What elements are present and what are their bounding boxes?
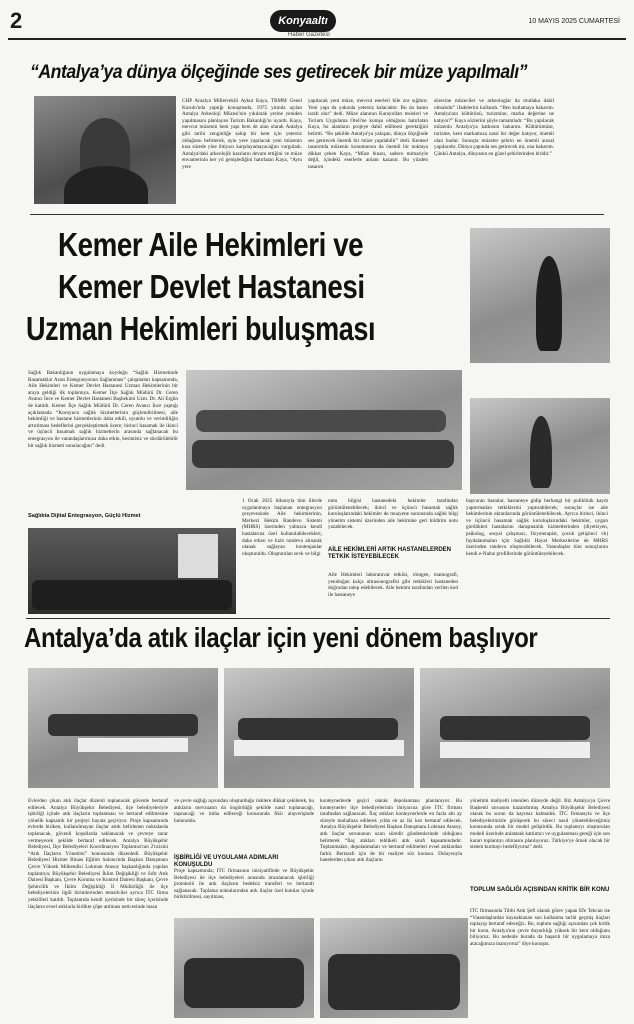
article3-col4: yönetimi maliyetli istenilen düzeyde değil. Biz Antalya'ya Çevre Başkenti unvanını kazandırmış Antalya Büyükşehir Belediyesi olarak bu sorun da kayıtsız kalmadık. İTC firmasıyla ve ilçe belediyelerimizle görüşerek bu süreci nasıl yönetebileceğimiz konusunda ortak bir model geliştirdik. Bu toplantıyı oluşturulan modeli üzerinde anlatarak katılımcı ve uygulanması gereği için son kararı toplantıyı olmasını planlıyoruz. Türkiye'ye örnek olacak bir sistem kurmayı hedefliyoruz” dedi. bbox=[470, 798, 610, 851]
article3-photo-4 bbox=[174, 918, 314, 1018]
article1-col2: yapılacak yeni müze, mevcut eserleri bile zor sığdırır. Yeni yapı da yakında yetersiz kalacaktır. Bu da kamu israfı olur” dedi. Müze alanının Karayolları tesisleri ve Torium Uygulama Oteli'ne komşu olduğunu hatırlatan Kaya, bu alanların projeye dahil edilmesi gerektiğini belirtti. “Bu şekilde Antalya'ya yakışan, dünya ölçeğinde ses getirecek önemli bir müze yapılabilir” dedi. Kentsel tasarımda müzenin konumunun da önemli bir noktaya dikkat çeken Kaya, “Müze binası, sadece mimariyle değil, içindeki eserlerle anlam kazanır. Bu yüzden tasarım bbox=[308, 98, 428, 170]
photo-person-body bbox=[64, 166, 148, 204]
article2-photo-audience bbox=[186, 370, 462, 490]
article2-col3-subhead: AİLE HEKİMLERİ ARTIK HASTANELERDEN TETKİK İSTEYEBİLECEK bbox=[328, 547, 451, 560]
photo-audience-row2 bbox=[192, 440, 454, 468]
article2-col2: 1 Ocak 2025 itibarıyla tüm illerde uygulanmaya başlanan entegrasyon çerçevesinde Aile hekimlerinin, Merkezi Hekim Randevu Sistemi (MHRS) üzerinden yalnızca kendi hastalarına özel kullanılabilecekleri, daha erken ve hızlı randevu alınarak olanak sağlayan kontenjanlar oluşturuldu. Oluşturulan sevk ve bilgi bbox=[242, 498, 322, 557]
article2-col3b: Aile Hekimleri laboratuvar tetkiki, röntgen, mamografi, yenidoğan kalça ultrasonografisi gibi tetkikleri hastaneden doğrudan talep edebilecek. Aile hekimi tarafından verilen kod ile hastaneye bbox=[328, 572, 458, 598]
article1-photo bbox=[34, 96, 176, 204]
article3-col3: konteynerlerde geçici olarak depolanması planlanıyor. Bu konteynerler ilçe belediyelerinin ihtiyacına göre İTC firması tarafından sağlanacak. İlaç atıkları konteynerlerde en fazla altı ay süreyle muhafaza edilerek yılda en az iki kez bertaraf edilecek. Antalya Büyükşehir Belediyesi Başkan Danışmanı Lokman Atasoy, atık ilaçlar sorununun uzun süredir gündemlerinde olduğunu belirterek “İlaç atıkları tehlikeli atık sınıfı kapsamındadır. Toplanmaları, depolanmaları ve bertaraf edilmeleri evsel atıklardan farklı. Bertarafı için de bir maliyet söz konusu. Dolayısıyla hanelerden çıkan atık ilaçların bbox=[320, 798, 462, 864]
article3-col2-subhead: İŞBİRLİĞİ VE UYGULAMA ADIMLARI KONUŞULDU bbox=[174, 855, 279, 868]
article3-headline: Antalya’da atık ilaçlar için yeni dönem başlıyor bbox=[24, 622, 538, 653]
article1-col3: sürecine müzeciler ve arkeologlar da mutlaka dahil olmalıdır” ifadelerini kullandı. “Ben kutlamaya bakarım. Antalya'nın kültürünü, turizmine, marka değerine ne katıyor?” Kaya sözlerini şöyle tamamladı: “Bu yapılacak müzenin Antalya'ya katkısını bakarım. Kültürümüze, turizme, kent markamıza nasıl bir değer katıyor, önemli olan budur. Sonuçta müzeler şehrin en önemli anısal yapılarıdır. Dünya çapında ses getirecek mi, ona bakarım. Çünkü Antalya, dünyanın en güzel şehirlerinden biridir.” bbox=[434, 98, 554, 157]
article3-col2b: Proje kapsamında; İTC firmasının inisiyatifinde ve Büyükşehir Belediyesi ile ilçe belediyeleri arasında imzalanacak işbirliği protokolü ile atık ilaçların bedelsiz transferi ve bertarafı sağlanacak. Toplama noktalarından atık ilaçlar özel kutular içinde biriktirilmesi, sayılması, bbox=[174, 868, 314, 901]
article3-photo-2 bbox=[224, 668, 414, 788]
photo-meeting-table bbox=[78, 738, 188, 752]
article3-photo-5 bbox=[320, 918, 468, 1018]
photo-presenter-figure bbox=[530, 416, 552, 488]
article1-col1: CHP Antalya Milletvekili Aykut Kaya, TBMM Genel Kurulu'nda yaptığı konuşmada, 1975 yılında açılan Antalya Arkeoloji Müzesi'nin yıkılarak yerine yeniden yapılmasını planlayan Turizm Bakanlığı'nı uyardı. Kaya, mevcut müzenin hem yapı hem de alan olarak Antalya gibi tarihi zenginliğe sahip bir kent için yetersiz olduğunu belirterek, aynı yere yapılacak yeni müzenin kısa sürede yine ihtiyacı karşılayamayacağını vurguladı. Antalya'daki arkeolojik kazıların devam ettiğini ve müze envanterinin her yıl genişlediğini hatırlatan Kaya, “Aynı yere bbox=[182, 98, 302, 170]
article2-headline-line2: Kemer Devlet Hastanesi bbox=[58, 268, 365, 305]
article3-col4-subhead: TOPLUM SAĞLIĞI AÇISINDAN KRİTİK BİR KONU bbox=[470, 887, 610, 893]
article1-headline: “Antalya’ya dünya ölçeğinde ses getirecek bir müze yapılmalı” bbox=[30, 62, 528, 83]
article3-col2: ve çevre sağlığı açısından oluşturduğu risklere dikkat çekilerek, bu atıkların mevzuatın da öngördüğü şekilde nasıl toplanacağı, taşınacağı ve imha edileceği konusunda fikir alışverişinde bulunuldu. bbox=[174, 798, 314, 824]
article2-col1: Sağlık Bakanlığının uygulamaya koyduğu “Sağlık Hizmetinde Basamaklar Arası Entegrasyonun Sağlanması” çalışmaları kapsamında, Aile Hekimleri ve Kemer Devlet Hastanesi Uzman Hekimlerinin bir araya geldiği ilk toplantıya, Kemer İlçe Sağlık Müdürü Dr. Ceren Avancı İnce ve Kemer Devlet Hastanesi Başhekimi Uzm. Dr. Ali Ergün de katıldı. Kemer İlçe Sağlık Müdürü Dr. Ceren Avancı İnce yaptığı açıklamada “Koruyucu sağlık hizmetlerinin güçlendirilmesi, aile hekimliği ve hastane hizmetlerinin daha etkili, uyumlu ve verimliliğin artırılması hedeflerini gerçekleştirmek üzere; birinci basamak ile ikinci ve üçüncü basamak sağlık hizmetlerin arasında sağlanacak bu entegrasyon ile vatandaşlarımıza daha etkin, kesintisiz ve sürdürülebilir bir sağlık hizmeti sunulacağını” dedi. bbox=[28, 370, 178, 449]
photo-attendees-3 bbox=[440, 716, 590, 740]
article3-col4b: İTC firmasında Tıbbi Atık Şefi olarak görev yapan Efe Tekcan ise “Vatandaşlardan kaynaklanan son kullanma tarihi geçmiş ilaçları toplayıp bertaraf edeceğiz. Bu, toplum sağlığı açısından çok kritik bir konu. Antalya'nın çevre duyarlılığı yüksek bir kent olduğunu biliyoruz. Bu nedenle burada da başarılı bir uygulamaya imza atacağımıza inanıyoruz” diye konuştu. bbox=[470, 908, 610, 947]
article2-headline-line3: Uzman Hekimleri buluşması bbox=[26, 310, 376, 347]
article2-photo-presenter bbox=[470, 398, 610, 494]
photo-attendees bbox=[48, 714, 198, 736]
section-divider-2 bbox=[26, 618, 610, 619]
logo-subtitle: Haber Gazetesi bbox=[288, 32, 330, 38]
article3-photo-3 bbox=[420, 668, 610, 788]
newspaper-logo: Konyaaltı bbox=[270, 10, 336, 32]
article2-photo-hall bbox=[28, 528, 236, 614]
article3-photo-1 bbox=[28, 668, 218, 788]
photo-meeting-table-3 bbox=[440, 742, 590, 758]
article2-col3: notu bilgisi hastanedeki hekimler tarafından görüntülenebilecek; ikinci ve üçüncü basamak sağlık kuruluşlarındaki hekimler de muayene sonrasında sağlık bilgi yönetim sistemi üzerinden aile hekimine geri bildirim notu yazabilecek. bbox=[328, 498, 458, 531]
article3-col1: Evlerden çıkan atık ilaçlar düzenli toplanacak güvenle bertaraf edilecek. Antalya Büyükşehir Belediyesi, ilçe belediyeleriyle işbirliği içinde atık ilaçların toplanması ve bertaraf edilmesine yönelik kapsamlı bir projeyi hayata geçiriyor. Proje kapsamında evlerde biriken, kullanılmayan ilaçlar artık belirlenen noktalarda toplanacak, güvenli koşullarda saklanacak ve çevreye zarar vermeyecek şekilde bertaraf edilecek. Antalya Büyükşehir Belediyesi, İlçe Belediyeleri Koordinasyon Toplantısı'nın 2'ncisini “Atık İlaçların Yönetimi” konusunda düzenledi. Büyükşehir Belediyesi Hizmet Binası Eğitim Salonu'nda Başkan Danışmanı Çevre Yüksek Mühendisi Lokman Atasoy başkanlığında yapılan toplantıya; Büyükşehir Belediyesi İklim Değişikliği ve Sıfır Atık Dairesi Başkanı, Çevre Koruma ve Kontrol Dairesi Başkanı, Çevre Şehircilik ve İklim Değişikliği İl Müdürlüğü ile ilçe belediyelerinin ilgili birimlerinden temsilciler ayrıca İTC firma yetkilileri katıldı. Toplantıda kendi içerisinde bir süreç içerisinde ilaçların evsel atıklarla birlikte çöpe atılması neticesinde insan bbox=[28, 798, 168, 910]
article2-headline-line1: Kemer Aile Hekimleri ve bbox=[58, 226, 364, 263]
photo-hall-seats bbox=[32, 580, 232, 610]
photo-people-4 bbox=[184, 958, 304, 1008]
issue-date: 10 MAYIS 2025 CUMARTESİ bbox=[528, 18, 620, 25]
section-divider bbox=[30, 214, 604, 215]
article2-col4: başvuran hastalar, hastaneye gidip herhangi bir poliklinik kaydı yaptırmadan tetkiklerini yaptırabilecek; sonuçlar ise aile hekimlerinin ekranlarında görüntülenebilecek. Ayrıca birinci, ikinci ve üçüncü basamak sağlık kuruluşlarındaki hekimler, uygun gördükleri hastalarını danışmanlık hizmetlerinden (diyetisyen, psikolog, sosyal çalışmacı, fizyoterapist, çocuk gelişimci vb) faydalanmaları için Sağlıklı Hayat Merkezlerine de MHRS üzerinden randevu oluşturabilecek. Vatandaşlar tüm sonuçlarını kendi e-Nabız profillerinde görüntüleyebilecek. bbox=[466, 498, 608, 557]
article2-photo-speaker bbox=[470, 228, 610, 363]
photo-people-5 bbox=[328, 954, 460, 1010]
page-number: 2 bbox=[10, 8, 23, 33]
photo-audience-row1 bbox=[196, 410, 446, 432]
photo-hall-banner bbox=[178, 534, 218, 578]
photo-attendees-2 bbox=[238, 718, 398, 740]
article2-col1-subhead: Sağlıkta Dijital Entegrasyon, Güçlü Hizmet bbox=[28, 513, 141, 519]
masthead-rule bbox=[8, 38, 626, 40]
photo-speaker-figure bbox=[536, 256, 562, 351]
photo-meeting-table-2 bbox=[234, 740, 404, 756]
